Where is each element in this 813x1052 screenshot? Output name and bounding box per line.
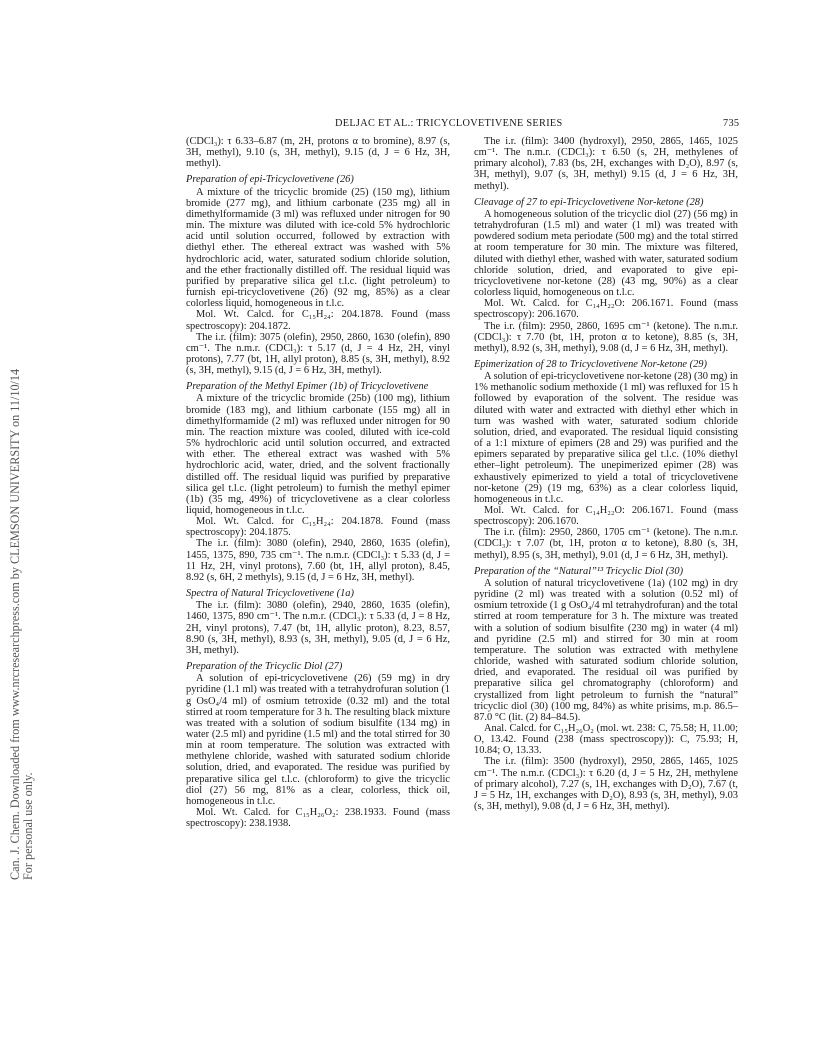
section-heading: Preparation of epi-Tricyclovetivene (26) [186, 174, 354, 186]
paragraph: A homogeneous solution of the tricyclic diol (27) (56 mg) in tetrahydrofuran (1.5 ml) and water (1 ml) was treated with powdered sodium meta periodate (500 mg) and the total stirred at room temperature for 30 min. The mixture was filtered, diluted with diethyl ether, washed with water, saturated sodium chloride solution, dried, and evaporated to give epi-tricyclovetivene nor-ketone (28) (43 mg, 90%) as a clear colorless liquid, homogeneous on t.l.c. [474, 208, 738, 299]
paragraph: A solution of epi-tricyclovetivene (26) (59 mg) in dry pyridine (1.1 ml) was treated with a tetrahydrofuran solution (1 g OsO₄/4 ml) of osmium tetroxide (0.32 ml) and the total stirred at room temperature for 3 h. The resulting black mixture was treated with a solution of sodium bisulfite (134 mg) in water (2.5 ml) and pyridine (1.5 ml) and the total stirred for 30 min at room temperature. The solution was extracted with methylene chloride, washed with saturated sodium chloride solution, dried, and evaporated. The residue was purified by preparative silica gel t.l.c. (chloroform) to give the tricyclic diol (27) 56 mg, 81% as a clear, colorless, thick oil, homogeneous in t.l.c. [186, 673, 450, 807]
download-watermark [0, 0, 40, 1052]
paragraph: The i.r. (film): 3075 (olefin), 2950, 2860, 1630 (olefin), 890 cm⁻¹. The n.m.r. (CDCl₃): τ 5.17 (d, J = 4 Hz, 2H, vinyl protons), 7.77 (bt, 1H, allyl proton), 8.85 (s, 3H, methyl), 8.92 (s, 3H, methyl), 9.15 (d, J = 6 Hz, 3H, methyl). [186, 331, 450, 377]
paragraph: A solution of epi-tricyclovetivene nor-ketone (28) (30 mg) in 1% methanolic sodium methoxide (1 ml) was refluxed for 15 h followed by evaporation of the solvent. The residue was diluted with water and extracted with diethyl ether which in turn was washed with water, saturated sodium chloride solution, dried, and evaporated. The residual liquid consisting of a 1:1 mixture of epimers (28 and 29) was purified and the epimers separated by preparative silica gel t.l.c. (10% diethyl ether–light petroleum). The unepimerized epimer (28) was exhaustively epimerized to yield a total of tricyclovetivene nor-ketone (29) (19 mg, 63%) as a clear colorless liquid, homogeneous in t.l.c. [474, 371, 738, 505]
paragraph: The i.r. (film): 3080 (olefin), 2940, 2860, 1635 (olefin), 1460, 1375, 890 cm⁻¹. The n.m.r. (CDCl₃): τ 5.33 (d, J = 8 Hz, 2H, vinyl protons), 7.47 (bt, 1H, allylic proton), 8.23, 8.57, 8.90 (s, 3H, methyl), 8.93 (s, 3H, methyl), 9.05 (d, J = 6 Hz, 3H, methyl). [186, 600, 450, 656]
download-notice: Can. J. Chem. Downloaded from www.nrcresearchpress.com by CLEMSON UNIVERSITY on 11/10/14 [8, 368, 22, 880]
paragraph: A mixture of the tricyclic bromide (25b) (100 mg), lithium bromide (183 mg), and lithium carbonate (155 mg) all in dimethylformamide (2 ml) was refluxed under nitrogen for 90 min. The reaction mixture was cooled, diluted with ice-cold 5% hydrochloric acid until solution occurred, and extracted with ether. The ethereal extract was washed with 5% hydrochloric acid, water, dried, and the solvent fractionally distilled off. The residual liquid was purified by preparative silica gel t.l.c. (light petroleum) to furnish the methyl epimer (1b) (35 mg, 49%) of tricyclovetivene as a clear colorless liquid, homogeneous in t.l.c. [186, 393, 450, 516]
paragraph: A mixture of the tricyclic bromide (25) (150 mg), lithium bromide (277 mg), and lithium carbonate (235 mg) all in dimethylformamide (3 ml) was refluxed under nitrogen for 90 min. The mixture was diluted with ice-cold 5% hydrochloric acid until solution occurred, followed by extraction with diethyl ether. The ethereal extract was washed with 5% hydrochloric acid, water, saturated sodium chloride solution, and the ether fractionally distilled off. The residual liquid was purified by preparative silica gel t.l.c. (light petroleum) to furnish epi-tricyclovetivene (26) (92 mg, 85%) as a clear colorless liquid, homogeneous in t.l.c. [186, 186, 450, 310]
paragraph: The i.r. (film): 3500 (hydroxyl), 2950, 2865, 1465, 1025 cm⁻¹. The n.m.r. (CDCl₃): τ 6.20 (d, J = 5 Hz, 2H, methylene of primary alcohol), 7.27 (s, 1H, exchanges with D₂O), 7.67 (t, J = 5 Hz, 1H, exchanges with D₂O), 8.93 (s, 3H, methyl), 9.03 (s, 3H, methyl), 9.08 (d, J = 6 Hz, 3H, methyl). [474, 756, 738, 813]
paragraph: Mol. Wt. Calcd. for C₁₅H₂₆O₂: 238.1933. Found (mass spectroscopy): 238.1938. [186, 807, 450, 830]
paragraph: Mol. Wt. Calcd. for C₁₅H₂₄: 204.1878. Found (mass spectroscopy): 204.1872. [186, 309, 450, 332]
paragraph: Mol. Wt. Calcd. for C₁₄H₂₂O: 206.1671. Found (mass spectroscopy): 206.1670. [474, 505, 738, 528]
page-header [0, 118, 813, 132]
paragraph: The i.r. (film): 3080 (olefin), 2940, 2860, 1635 (olefin), 1455, 1375, 890, 735 cm⁻¹. The n.m.r. (CDCl₃): τ 5.33 (d, J = 11 Hz, 2H, vinyl protons), 7.60 (bt, 1H, allyl proton), 8.45, 8.92 (s, 6H, 2 methyls), 9.15 (d, J = 6 Hz, 3H, methyl). [186, 538, 450, 583]
section-heading: Preparation of the “Natural”¹³ Tricyclic Diol (30) [474, 565, 684, 577]
paragraph: Mol. Wt. Calcd. for C₁₅H₂₄: 204.1878. Found (mass spectroscopy): 204.1875. [186, 516, 450, 539]
page-number: 735 [723, 118, 740, 129]
running-title: DELJAC ET AL.: TRICYCLOVETIVENE SERIES [335, 118, 563, 129]
section-heading: Cleavage of 27 to epi-Tricyclovetivene Nor-ketone (28) [474, 196, 704, 208]
section-heading: Preparation of the Methyl Epimer (1b) of Tricyclovetivene [186, 381, 429, 393]
paragraph: Mol. Wt. Calcd. for C₁₄H₂₂O: 206.1671. Found (mass spectroscopy): 206.1670. [474, 298, 738, 321]
paragraph: A solution of natural tricyclovetivene (1a) (102 mg) in dry pyridine (2 ml) was treated with a solution (0.52 ml) of osmium tetroxide (1 g OsO₄/4 ml tetrahydrofuran) and the total stirred at room temperature for 3 h. The mixture was treated with a solution of sodium bisulfite (230 mg) in water (4 ml) and pyridine (2.5 ml) and stirred for 30 min at room temperature. The solution was extracted with methylene chloride, washed with saturated sodium chloride solution, dried, and evaporated. The residual oil was purified by preparative silica gel chromatography (chloroform) and crystallized from light petroleum to furnish the “natural” tricyclic diol (30) (100 mg, 84%) as white prisims, m.p. 86.5–87.0 °C (lit. (2) 84–84.5). [474, 577, 738, 723]
paragraph: (CDCl₃): τ 6.33–6.87 (m, 2H, protons α to bromine), 8.97 (s, 3H, methyl), 9.10 (s, 3H, methyl), 9.15 (d, J = 6 Hz, 3H, methyl). [186, 136, 450, 170]
paragraph: The i.r. (film): 2950, 2860, 1695 cm⁻¹ (ketone). The n.m.r. (CDCl₃): τ 7.70 (bt, 1H, proton α to ketone), 8.85 (s, 3H, methyl), 8.92 (s, 3H, methyl), 9.08 (d, J = 6 Hz, 3H, methyl). [474, 320, 738, 354]
section-heading: Epimerization of 28 to Tricyclovetivene Nor-ketone (29) [474, 358, 707, 370]
paragraph: The i.r. (film): 3400 (hydroxyl), 2950, 2865, 1465, 1025 cm⁻¹. The n.m.r. (CDCl₃): τ 6.50 (s, 2H, methylenes of primary alcohol), 7.83 (bs, 2H, exchanges with D₂O), 8.97 (s, 3H, methyl), 9.07 (s, 3H, methyl) 9.15 (d, J = 6 Hz, 3H, methyl). [474, 136, 738, 192]
section-heading: Spectra of Natural Tricyclovetivene (1a) [186, 588, 354, 600]
personal-use-notice: For personal use only. [21, 772, 35, 880]
paragraph: Anal. Calcd. for C₁₅H₂₆O₂ (mol. wt. 238: C, 75.58; H, 11.00; O, 13.42. Found (238 (mass spectroscopy)): C, 75.93; H, 10.84; O, 13.33. [474, 722, 738, 757]
section-heading: Preparation of the Tricyclic Diol (27) [186, 661, 343, 673]
right-column [474, 136, 738, 812]
left-column [186, 136, 450, 829]
paragraph: The i.r. (film): 2950, 2860, 1705 cm⁻¹ (ketone). The n.m.r. (CDCl₃): τ 7.07 (bt, 1H, proton α to ketone), 8.80 (s, 3H, methyl), 8.95 (s, 3H, methyl), 9.01 (d, J = 6 Hz, 3H, methyl). [474, 527, 738, 561]
